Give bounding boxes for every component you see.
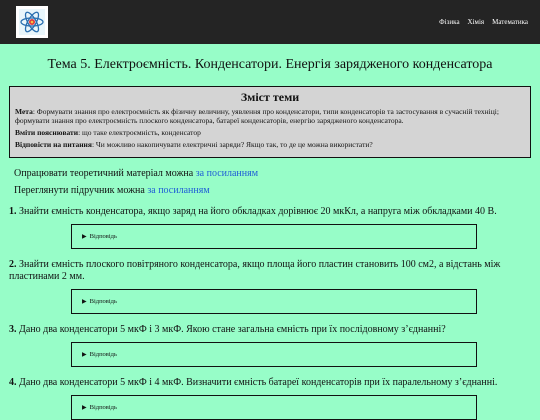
task-number: 3. xyxy=(9,324,17,335)
summary-heading: Зміст теми xyxy=(240,90,300,104)
answer-toggle[interactable] xyxy=(71,342,477,367)
triangle-right-icon: ▶ xyxy=(82,352,87,358)
task-2 xyxy=(9,259,531,314)
task-question xyxy=(9,377,531,389)
task-question xyxy=(9,259,531,283)
book-line xyxy=(14,185,526,196)
answer-label: Відповідь xyxy=(89,404,117,411)
navbar xyxy=(0,0,540,44)
task-1 xyxy=(9,206,531,249)
task-text: Дано два конденсатори 5 мкФ і 3 мкФ. Якою стане загальна ємність при їх послідовному з’єднанні? xyxy=(16,324,446,335)
goal-label: Мета xyxy=(15,107,33,116)
task-3 xyxy=(9,324,531,367)
triangle-right-icon: ▶ xyxy=(82,234,87,240)
book-link[interactable]: за посиланням xyxy=(147,185,210,196)
task-4 xyxy=(9,377,531,420)
task-text: Дано два конденсатори 5 мкФ і 4 мкФ. Визначити ємність батареї конденсаторів при їх паралельному з’єднанні. xyxy=(16,377,498,388)
book-text: Переглянути підручник можна xyxy=(14,185,148,196)
nav-link-physics[interactable]: Фізика xyxy=(439,18,460,26)
task-text: Знайти ємність плоского повітряного конденсатора, якщо площа його пластин становить 100 см2, а відстань між пластинами 2 мм. xyxy=(9,259,501,282)
answer-label: Відповідь xyxy=(89,298,117,305)
task-number: 4. xyxy=(9,377,17,388)
atom-logo-icon[interactable] xyxy=(16,6,48,38)
resource-links xyxy=(14,168,526,196)
goal-text: : Формувати знання про електроємність як фізичну величину, уявлення про конденсатори, типи конденсаторів та застосування в сучасній техніці; формувати знання про електроємність плоского конденсатора, батареї конденсаторів, енергію зарядженого конденсатора. xyxy=(15,107,499,125)
triangle-right-icon: ▶ xyxy=(82,405,87,411)
answer-toggle[interactable] xyxy=(71,289,477,314)
task-text: Знайти ємність конденсатора, якщо заряд на його обкладках дорівнює 20 мкКл, а напруга між обкладками 40 В. xyxy=(16,206,497,217)
task-number: 2. xyxy=(9,259,17,270)
summary-skills xyxy=(15,128,525,137)
questions-text: : Чи можливо накопичувати електричні заряди? Якщо так, то де це можна використати? xyxy=(91,140,373,149)
summary-goal xyxy=(15,107,525,125)
nav-link-math[interactable]: Математика xyxy=(492,18,528,26)
task-number: 1. xyxy=(9,206,17,217)
page-title: Тема 5. Електроємність. Конденсатори. Енергія зарядженого конденсатора xyxy=(47,57,493,72)
skills-text: : що таке електроємність, конденсатор xyxy=(78,128,201,137)
answer-label: Відповідь xyxy=(89,233,117,240)
nav-link-chemistry[interactable]: Хімія xyxy=(467,18,485,26)
nav-links xyxy=(439,18,528,26)
answer-toggle[interactable] xyxy=(71,395,477,420)
answer-label: Відповідь xyxy=(89,351,117,358)
task-question xyxy=(9,324,531,336)
skills-label: Вміти пояснювати xyxy=(15,128,79,137)
summary-questions xyxy=(15,140,525,149)
topic-summary-box xyxy=(9,86,531,158)
questions-label: Відповісти на питання xyxy=(15,140,92,149)
theory-line xyxy=(14,168,526,179)
answer-toggle[interactable] xyxy=(71,224,477,249)
theory-link[interactable]: за посиланням xyxy=(195,168,259,179)
task-question xyxy=(9,206,531,218)
theory-text: Опрацювати теоретичний матеріал можна xyxy=(14,168,196,179)
triangle-right-icon: ▶ xyxy=(82,299,87,305)
